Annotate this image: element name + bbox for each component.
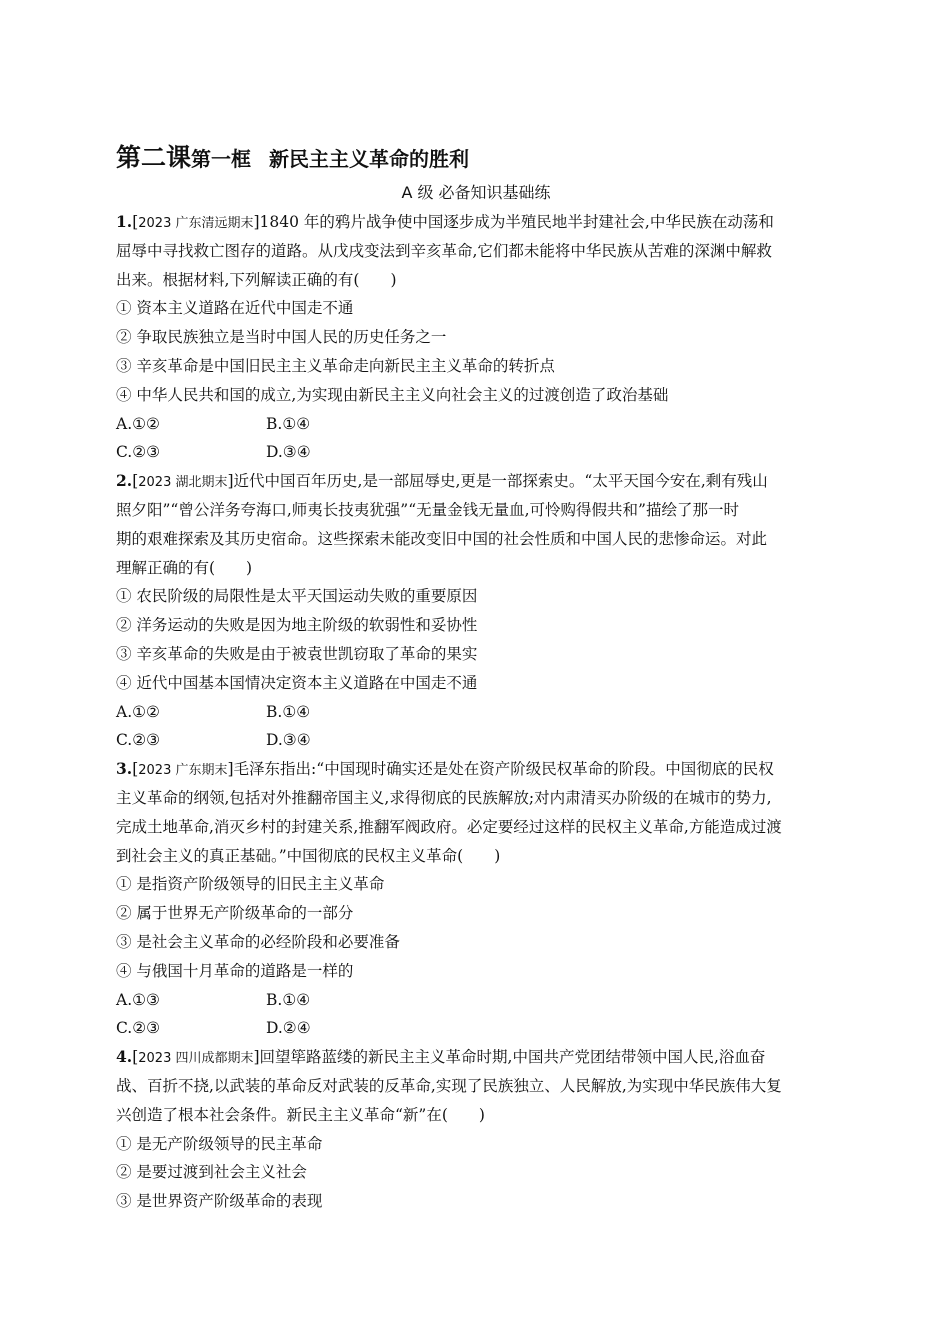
question-stem-line: 到社会主义的真正基础。”中国彻底的民权主义革命( ) [116, 846, 501, 865]
statement-item: ③ 辛亥革命的失败是由于被袁世凯窃取了革命的果实 [116, 644, 478, 663]
question-2 [116, 467, 836, 755]
question-number: 1 [116, 212, 127, 231]
option-b: B.①④ [266, 414, 311, 433]
question-stem-line: 战、百折不挠,以武装的革命反对武装的反革命,实现了民族独立、人民解放,为实现中华民族伟大复 [116, 1076, 782, 1095]
answer-options-row [116, 726, 836, 755]
statement-item: ② 属于世界无产阶级革命的一部分 [116, 904, 354, 923]
answer-options-row [116, 410, 836, 439]
question-stem-line: 2.[2023 湖北期末]近代中国百年历史,是一部屈辱史,更是一部探索史。“太平天国今安在,剩有残山 [116, 471, 768, 491]
statement-item: ④ 中华人民共和国的成立,为实现由新民主主义向社会主义的过渡创造了政治基础 [116, 385, 669, 404]
answer-options-row [116, 698, 836, 727]
question-1 [116, 208, 836, 467]
option-c: C.②③ [116, 443, 161, 462]
option-a: A.①② [116, 414, 160, 433]
statement-item: ③ 是世界资产阶级革命的表现 [116, 1192, 323, 1211]
option-a: A.①② [116, 702, 160, 721]
option-a: A.①③ [116, 990, 160, 1009]
lesson-name: 第二课 [116, 143, 192, 172]
question-stem-line: 主义革命的纲领,包括对外推翻帝国主义,求得彻底的民族解放;对内肃清买办阶级的在城市的势力, [116, 788, 772, 807]
section-heading: A 级 必备知识基础练 [401, 183, 551, 202]
question-source: 2023 广东清远期末 [138, 216, 254, 231]
option-c: C.②③ [116, 731, 161, 750]
statement-item: ① 农民阶级的局限性是太平天国运动失败的重要原因 [116, 587, 478, 606]
statement-item: ② 洋务运动的失败是因为地主阶级的软弱性和妥协性 [116, 616, 478, 635]
statement-item: ④ 近代中国基本国情决定资本主义道路在中国走不通 [116, 673, 478, 692]
answer-options-row [116, 986, 836, 1015]
question-4 [116, 1043, 836, 1216]
question-stem-line: 1.[2023 广东清远期末]1840 年的鸦片战争使中国逐步成为半殖民地半封建社会,中华民族在动荡和 [116, 212, 774, 231]
question-stem-line: 照夕阳”“曾公洋务夸海口,师夷长技夷犹强”“无量金钱无量血,可怜购得假共和”描绘了那一时 [116, 500, 739, 519]
option-b: B.①④ [266, 990, 311, 1009]
question-stem-line: 3.[2023 广东期末]毛泽东指出:“中国现时确实还是处在资产阶级民权革命的阶段。中国彻底的民权 [116, 759, 774, 779]
question-number: 2 [116, 471, 127, 491]
question-number: 3 [116, 759, 127, 779]
question-3 [116, 755, 836, 1043]
statement-item: ③ 是社会主义革命的必经阶段和必要准备 [116, 932, 400, 951]
question-stem-line: 完成土地革命,消灭乡村的封建关系,推翻军阀政府。必定要经过这样的民权主义革命,方能造成过渡 [116, 817, 782, 836]
document-page [116, 138, 836, 1216]
question-source: 2023 广东期末 [138, 763, 228, 779]
statement-item: ② 是要过渡到社会主义社会 [116, 1163, 307, 1182]
question-source: 2023 四川成都期末 [138, 1051, 254, 1067]
topic-name: 新民主主义革命的胜利 [269, 147, 470, 171]
statement-item: ① 是无产阶级领导的民主革命 [116, 1134, 323, 1153]
statement-item: ① 是指资产阶级领导的旧民主主义革命 [116, 875, 385, 894]
statement-item: ④ 与俄国十月革命的道路是一样的 [116, 961, 354, 980]
question-stem-line: 兴创造了根本社会条件。新民主主义革命“新”在( ) [116, 1105, 485, 1124]
frame-name: 第一框 [191, 147, 252, 171]
question-stem-line: 屈辱中寻找救亡图存的道路。从戊戌变法到辛亥革命,它们都未能将中华民族从苦难的深渊中解救 [116, 241, 772, 260]
lesson-title [116, 138, 836, 178]
option-d: D.②④ [266, 1019, 311, 1038]
statement-item: ③ 辛亥革命是中国旧民主主义革命走向新民主主义革命的转折点 [116, 356, 555, 375]
question-stem-line: 期的艰难探索及其历史宿命。这些探索未能改变旧中国的社会性质和中国人民的悲惨命运。对此 [116, 529, 768, 548]
option-d: D.③④ [266, 731, 311, 750]
answer-options-row [116, 438, 836, 467]
statement-item: ① 资本主义道路在近代中国走不通 [116, 299, 354, 318]
question-stem-line: 理解正确的有( ) [116, 558, 253, 577]
question-number: 4 [116, 1047, 127, 1067]
question-source: 2023 湖北期末 [138, 475, 228, 491]
statement-item: ② 争取民族独立是当时中国人民的历史任务之一 [116, 328, 447, 347]
option-b: B.①④ [266, 702, 311, 721]
question-stem-line: 出来。根据材料,下列解读正确的有( ) [116, 270, 397, 289]
option-c: C.②③ [116, 1019, 161, 1038]
option-d: D.③④ [266, 443, 311, 462]
answer-options-row [116, 1014, 836, 1043]
question-stem-line: 4.[2023 四川成都期末]回望筚路蓝缕的新民主主义革命时期,中国共产党团结带领中国人民,浴血奋 [116, 1047, 766, 1067]
